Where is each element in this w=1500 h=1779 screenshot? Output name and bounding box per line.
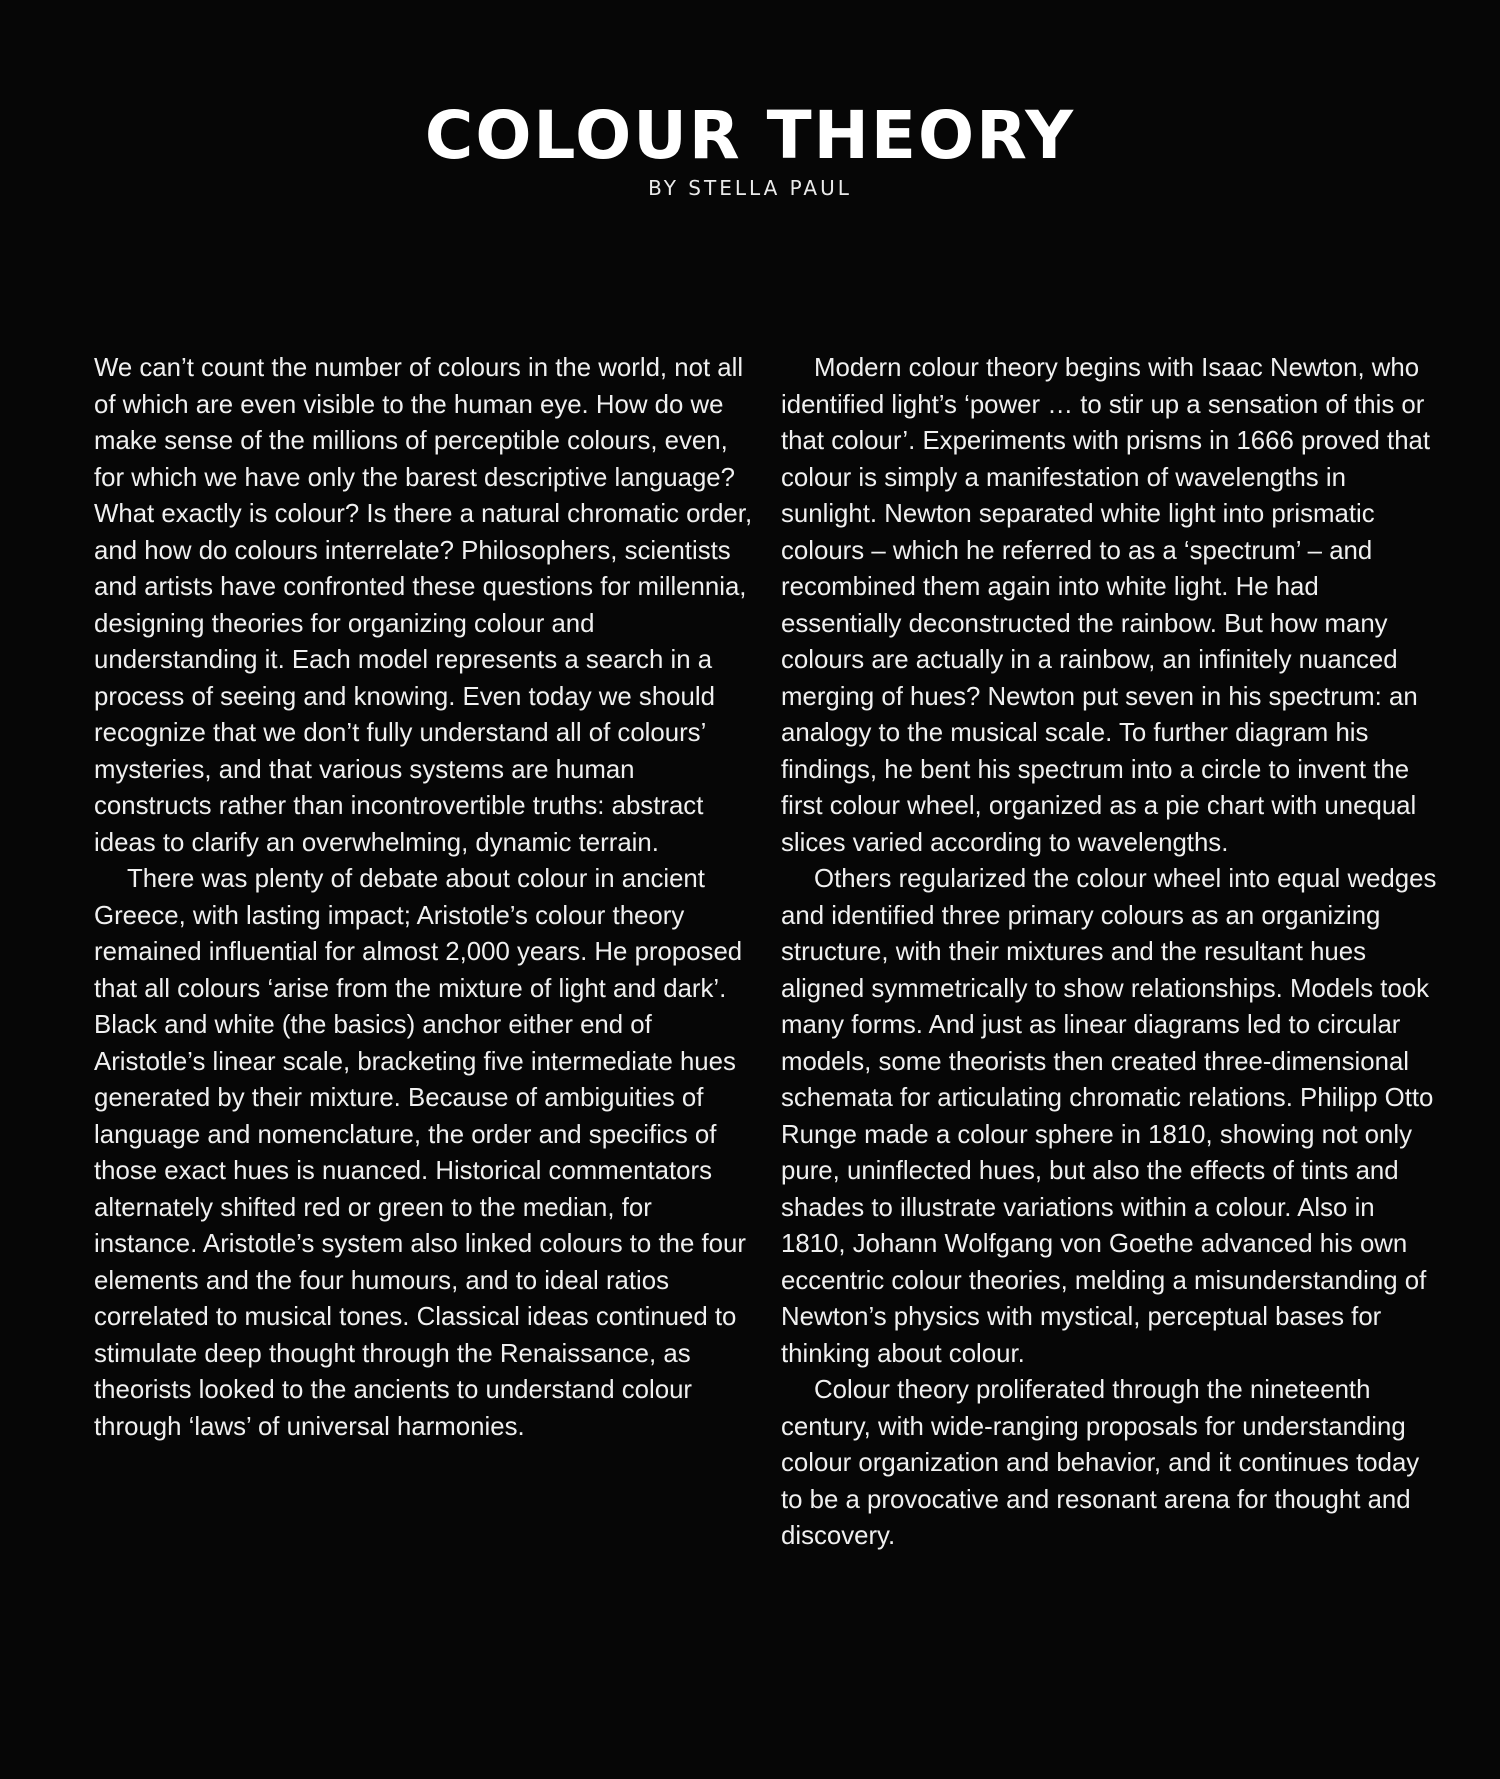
right-paragraph-3: Colour theory proliferated through the nineteenth century, with wide-ranging proposals for understanding colour organization and behavior, and it continues today to be a provocative and resonant arena for thought and discovery. [781,1376,1420,1550]
right-paragraph-2: Others regularized the colour wheel into equal wedges and identified three primary colours as an organizing structure, with their mixtures and the resultant hues aligned symmetrically to show relationships. Models took many forms. And just as linear diagrams led to circular models, some theorists then created three-dimensional schemata for articulating chromatic relations. Philipp Otto Runge made a colour sphere in 1810, showing not only pure, uninflected hues, but also the effects of tints and shades to illustrate variations within a colour. Also in 1810, Johann Wolfgang von Goethe advanced his own eccentric colour theories, melding a misunderstanding of Newton’s physics with mystical, perceptual bases for thinking about colour. [781,865,1437,1368]
left-column [94,350,754,1445]
right-column [781,350,1441,1555]
article-title: COLOUR THEORY [424,97,1076,174]
left-paragraph-1: We can’t count the number of colours in the world, not all of which are even visible to the human eye. How do we make sense of the millions of perceptible colours, even, for which we have only the barest descriptive language? What exactly is colour? Is there a natural chromatic order, and how do colours interrelate? Philosophers, scientists and artists have confronted these questions for millennia, designing theories for organizing colour and understanding it. Each model represents a search in a process of seeing and knowing. Even today we should recognize that we don’t fully understand all of colours’ mysteries, and that various systems are human constructs rather than incontrovertible truths: abstract ideas to clarify an overwhelming, dynamic terrain. [94,354,753,857]
left-paragraph-2: There was plenty of debate about colour in ancient Greece, with lasting impact; Aristotle’s colour theory remained influential for almost 2,000 years. He proposed that all colours ‘arise from the mixture of light and dark’. Black and white (the basics) anchor either end of Aristotle’s linear scale, bracketing five intermediate hues generated by their mixture. Because of ambiguities of language and nomenclature, the order and specifics of those exact hues is nuanced. Historical commentators alternately shifted red or green to the median, for instance. Aristotle’s system also linked colours to the four elements and the four humours, and to ideal ratios correlated to musical tones. Classical ideas continued to stimulate deep thought through the Renaissance, as theorists looked to the ancients to understand colour through ‘laws’ of universal harmonies. [94,865,746,1441]
article-byline: BY STELLA PAUL [648,176,852,200]
right-paragraph-1: Modern colour theory begins with Isaac Newton, who identified light’s ‘power … to stir up a sensation of this or that colour’. Experiments with prisms in 1666 proved that colour is simply a manifestation of wavelengths in sunlight. Newton separated white light into prismatic colours – which he referred to as a ‘spectrum’ – and recombined them again into white light. He had essentially deconstructed the rainbow. But how many colours are actually in a rainbow, an infinitely nuanced merging of hues? Newton put seven in his spectrum: an analogy to the musical scale. To further diagram his findings, he bent his spectrum into a circle to invent the first colour wheel, organized as a pie chart with unequal slices varied according to wavelengths. [781,354,1431,857]
